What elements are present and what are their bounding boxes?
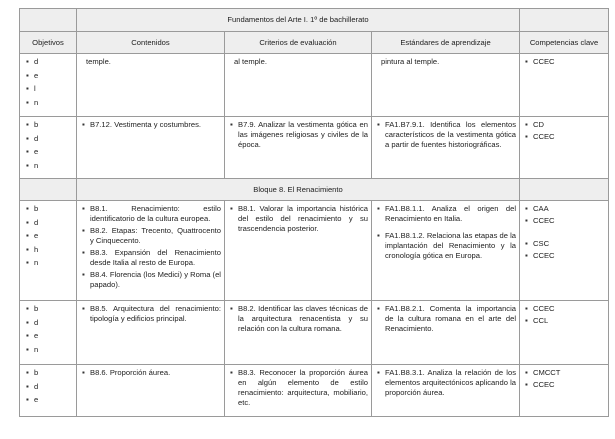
list-item: ▪ CCEC — [525, 216, 555, 225]
list-item: ▪ FA1.B8.2.1. Comenta la importancia de la cultura romana en el arte del Renacimiento. — [377, 304, 517, 333]
list-item: ▪ d — [26, 133, 39, 143]
contenidos-cell — [77, 365, 225, 417]
list-item: ▪ d — [26, 381, 39, 391]
list-item: temple. — [86, 57, 111, 66]
contenidos-cell — [77, 117, 225, 179]
list-item: ▪ B8.2. Identificar las claves técnicas de la arquitectura renacentista y su relación con la cultura romana. — [230, 304, 368, 333]
list-item: ▪ FA1.B7.9.1. Identifica los elementos característicos de la vestimenta gótica a partir de fuentes historiográficas. — [377, 120, 517, 149]
list-item: pintura al temple. — [381, 57, 440, 66]
column-header-row — [20, 32, 609, 54]
list-item: ▪ FA1.B8.3.1. Analiza la relación de los elementos arquitectónicos aplicando la proporción áurea. — [377, 368, 517, 397]
list-item: ▪ n — [26, 160, 39, 170]
contenidos-cell — [77, 54, 225, 117]
list-item: ▪ l — [26, 84, 36, 93]
criterios-cell — [225, 117, 372, 179]
objetivos-cell — [20, 301, 77, 365]
criterios-cell — [225, 301, 372, 365]
list-item: ▪ B8.1. Valorar la importancia histórica del estilo del renacimiento y su trascendencia posterior. — [230, 204, 368, 233]
column-header-estandares: Estándares de aprendizaje — [372, 32, 520, 54]
estandares-cell — [372, 301, 520, 365]
list-item: ▪ b — [26, 368, 39, 377]
list-item: ▪ B8.1. Renacimiento: estilo identificatorio de la cultura europea. — [82, 204, 221, 223]
list-item: ▪ CD — [525, 120, 544, 129]
list-item: ▪ b — [26, 204, 39, 213]
contenidos-cell — [77, 201, 225, 301]
list-item: ▪ d — [26, 217, 39, 227]
block-header-row — [20, 179, 609, 201]
competencias-cell — [520, 365, 609, 417]
list-item: ▪ n — [26, 97, 39, 107]
list-item: ▪ B8.3. Expansión del Renacimiento desde Italia al resto de Europa. — [82, 248, 221, 267]
estandares-cell — [372, 54, 520, 117]
column-header-contenidos: Contenidos — [77, 32, 225, 54]
list-item: ▪ d — [26, 57, 39, 66]
list-item: ▪ e — [26, 331, 39, 340]
objetivos-cell — [20, 365, 77, 417]
competencias-cell — [520, 301, 609, 365]
list-item: ▪ e — [26, 70, 39, 80]
corner-cell — [20, 9, 77, 32]
list-item: ▪ FA1.B8.1.1. Analiza el origen del Renacimiento en Italia. — [377, 204, 517, 223]
column-header-criterios: Criterios de evaluación — [225, 32, 372, 54]
block-corner-right — [520, 179, 609, 201]
list-item: ▪ CCEC — [525, 251, 555, 260]
table-row — [20, 201, 609, 301]
list-item: ▪ b — [26, 304, 39, 313]
competencias-cell — [520, 201, 609, 301]
list-item: ▪ h — [26, 244, 39, 254]
list-item: ▪ B8.3. Reconocer la proporción áurea en algún elemento de estilo renacimiento: arquitectura, mobiliario, etc. — [230, 368, 368, 407]
table-row — [20, 54, 609, 117]
list-item: ▪ e — [26, 147, 39, 156]
objetivos-cell — [20, 201, 77, 301]
list-item: ▪ CSC — [525, 239, 550, 248]
list-item: ▪ CCEC — [525, 304, 555, 313]
list-item: ▪ B8.2. Etapas: Trecento, Quattrocento y Cinquecento. — [82, 226, 221, 245]
title-row — [20, 9, 609, 32]
block-corner — [20, 179, 77, 201]
list-item: ▪ CCEC — [525, 57, 555, 66]
list-item: ▪ FA1.B8.1.2. Relaciona las etapas de la implantación del Renacimiento y la cronología gótica en Europa. — [377, 231, 517, 260]
competencias-cell — [520, 54, 609, 117]
criterios-cell — [225, 54, 372, 117]
course-title: Fundamentos del Arte I. 1º de bachillerato — [77, 9, 520, 32]
list-item: ▪ e — [26, 231, 39, 240]
table-row — [20, 117, 609, 179]
list-item: ▪ CAA — [525, 204, 549, 213]
corner-cell-right — [520, 9, 609, 32]
list-item: ▪ CCL — [525, 316, 549, 325]
criterios-cell — [225, 201, 372, 301]
list-item: ▪ b — [26, 120, 39, 129]
list-item: ▪ n — [26, 258, 39, 267]
objetivos-cell — [20, 54, 77, 117]
list-item: al temple. — [234, 57, 267, 66]
column-header-competencias: Competencias clave — [520, 32, 609, 54]
list-item: ▪ B8.5. Arquitectura del renacimiento: tipología y edificios principal. — [82, 304, 221, 323]
block-title: Bloque 8. El Renacimiento — [77, 179, 520, 201]
list-item: ▪ CMCCT — [525, 368, 561, 377]
list-item: ▪ B8.4. Florencia (los Medici) y Roma (el papado). — [82, 270, 221, 289]
estandares-cell — [372, 365, 520, 417]
list-item: ▪ B7.9. Analizar la vestimenta gótica en las imágenes religiosas y civiles de la época. — [230, 120, 368, 149]
curriculum-table — [19, 8, 609, 417]
list-item: ▪ n — [26, 344, 39, 354]
objetivos-cell — [20, 117, 77, 179]
estandares-cell — [372, 117, 520, 179]
criterios-cell — [225, 365, 372, 417]
list-item: ▪ B7.12. Vestimenta y costumbres. — [82, 120, 202, 129]
list-item: ▪ CCEC — [525, 132, 555, 141]
list-item: ▪ d — [26, 317, 39, 327]
list-item: ▪ e — [26, 395, 39, 404]
table-row — [20, 365, 609, 417]
table-row — [20, 301, 609, 365]
competencias-cell — [520, 117, 609, 179]
contenidos-cell — [77, 301, 225, 365]
list-item: ▪ CCEC — [525, 380, 555, 389]
column-header-objetivos: Objetivos — [20, 32, 77, 54]
estandares-cell — [372, 201, 520, 301]
list-item: ▪ B8.6. Proporción áurea. — [82, 368, 171, 377]
